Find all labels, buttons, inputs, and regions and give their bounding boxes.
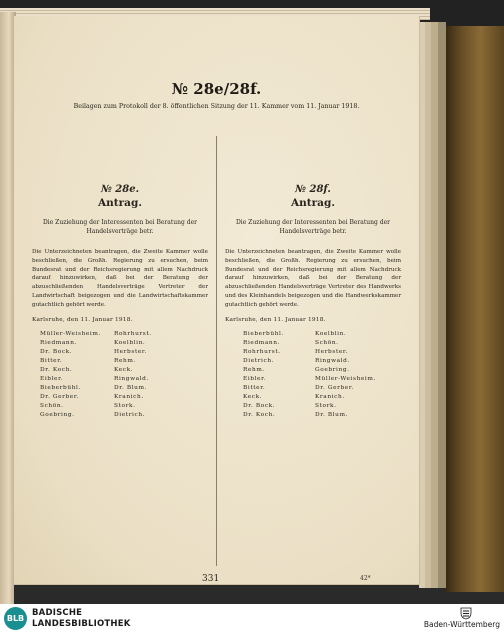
motion-28f bbox=[225, 184, 401, 420]
motion-title: Antrag. bbox=[291, 197, 335, 209]
page-stack-edge bbox=[431, 22, 438, 588]
library-name-line-1: BADISCHE bbox=[32, 608, 83, 618]
motion-body: Die Unterzeichneten beantragen, die Zweite Kammer wolle beschließen, die Großh. Regierung zu ersuchen, beim Bundesrat und der Reichsregierung mit allem Nachdruck darauf hinzuwirken, daß bei der Beratung der abzuschließenden Handelsverträge Vertreter des Handwerks und des Kleinhandels beigezogen und die Handwerkskammer gutachtlich gehört werde. bbox=[225, 249, 401, 308]
signatory-name: Schön. bbox=[315, 339, 339, 346]
blb-logo-icon[interactable]: BLB bbox=[4, 607, 27, 630]
signatory-name: Goebring. bbox=[315, 366, 350, 373]
signatory-name: Koelblin. bbox=[114, 339, 146, 346]
place-date: Karlsruhe, den 11. Januar 1918. bbox=[225, 316, 326, 323]
signatory-name: Dietrich. bbox=[114, 412, 146, 419]
signatory-name: Bitter. bbox=[243, 385, 266, 392]
signatory-name: Rehm. bbox=[114, 357, 136, 364]
signatory-name: Stork. bbox=[315, 403, 337, 410]
library-name[interactable] bbox=[32, 608, 131, 630]
signatory-name: Bieberbühl. bbox=[40, 385, 81, 392]
motion-title: Antrag. bbox=[98, 197, 142, 209]
signatory-name: Dr. Koch. bbox=[40, 366, 73, 373]
signatory-name: Eibler. bbox=[40, 376, 64, 383]
signatory-name: Rohrhurst. bbox=[243, 348, 281, 355]
library-name-line-2: LANDESBIBLIOTHEK bbox=[32, 619, 131, 629]
signatory-name: Müller-Weisheim. bbox=[315, 376, 376, 383]
signatories bbox=[225, 330, 401, 420]
signatory-name: Dr. Gerber. bbox=[40, 394, 80, 401]
signatory-name: Keck. bbox=[114, 366, 134, 373]
motion-number: № 28e. bbox=[100, 184, 140, 195]
motion-subject: Die Zuziehung der Interessenten bei Beratung der Handelsverträge betr. bbox=[235, 219, 391, 235]
document-number-heading: № 28e/28f. bbox=[171, 80, 262, 98]
signatory-name: Stork. bbox=[114, 403, 136, 410]
page-number: 331 bbox=[202, 574, 220, 584]
column-divider bbox=[216, 136, 217, 566]
state-name[interactable]: Baden-Württemberg bbox=[423, 620, 500, 629]
motion-body: Die Unterzeichneten beantragen, die Zweite Kammer wolle beschließen, die Großh. Regierung zu ersuchen, beim Bundesrat und der Reichsregierung mit allem Nachdruck darauf hinzuwirken, daß bei der Beratung der abzuschließenden Handelsverträge Vertreter der Landwirtschaft beigezogen und die Landwirtschaftskammer gutachtlich gehört werde. bbox=[32, 249, 208, 308]
signatory-name: Schön. bbox=[40, 403, 64, 410]
motion-subject: Die Zuziehung der Interessenten bei Beratung der Handelsverträge betr. bbox=[42, 219, 198, 235]
signatory-name: Kranich. bbox=[114, 394, 144, 401]
signatories-column-1 bbox=[40, 330, 101, 421]
signatory-name: Ringwald. bbox=[114, 376, 149, 383]
signatory-name: Bitter. bbox=[40, 357, 63, 364]
signatories bbox=[32, 330, 208, 420]
signatory-name: Müller-Weisheim. bbox=[40, 330, 101, 337]
signature-mark: 42* bbox=[360, 575, 371, 582]
signatory-name: Herbster. bbox=[114, 348, 148, 355]
baden-wuerttemberg-coat-of-arms-icon bbox=[459, 606, 473, 620]
library-footer-bar bbox=[0, 604, 504, 633]
signatory-name: Koelblin. bbox=[315, 330, 347, 337]
signatory-name: Keck. bbox=[243, 394, 263, 401]
signatory-name: Rohrhurst. bbox=[114, 330, 152, 337]
motion-number: № 28f. bbox=[295, 184, 331, 195]
signatories-column-2 bbox=[315, 330, 376, 421]
signatory-name: Riedmann. bbox=[243, 339, 281, 346]
book-cover-edge bbox=[446, 26, 504, 592]
signatory-name: Dr. Blum. bbox=[315, 412, 349, 419]
signatory-name: Dr. Blum. bbox=[114, 385, 148, 392]
page-stack-edge bbox=[438, 22, 446, 588]
protocol-subtitle: Beilagen zum Protokoll der 8. öffentlichen Sitzung der 11. Kammer vom 11. Januar 1918. bbox=[73, 103, 360, 110]
signatory-name: Dr. Koch. bbox=[243, 412, 276, 419]
signatory-name: Goebring. bbox=[40, 412, 75, 419]
motion-28e bbox=[32, 184, 208, 420]
signatory-name: Herbster. bbox=[315, 348, 349, 355]
signatories-column-2 bbox=[114, 330, 152, 421]
signatory-name: Eibler. bbox=[243, 376, 267, 383]
signatory-name: Dietrich. bbox=[243, 357, 275, 364]
signatory-name: Dr. Gerber. bbox=[315, 385, 355, 392]
signatories-column-1 bbox=[243, 330, 284, 421]
signatory-name: Kranich. bbox=[315, 394, 345, 401]
place-date: Karlsruhe, den 11. Januar 1918. bbox=[32, 316, 133, 323]
signatory-name: Bieberbühl. bbox=[243, 330, 284, 337]
signatory-name: Dr. Bock. bbox=[40, 348, 73, 355]
signatory-name: Rehm. bbox=[243, 366, 265, 373]
signatory-name: Riedmann. bbox=[40, 339, 78, 346]
signatory-name: Ringwald. bbox=[315, 357, 350, 364]
document-page bbox=[14, 16, 420, 585]
signatory-name: Dr. Bock. bbox=[243, 403, 276, 410]
